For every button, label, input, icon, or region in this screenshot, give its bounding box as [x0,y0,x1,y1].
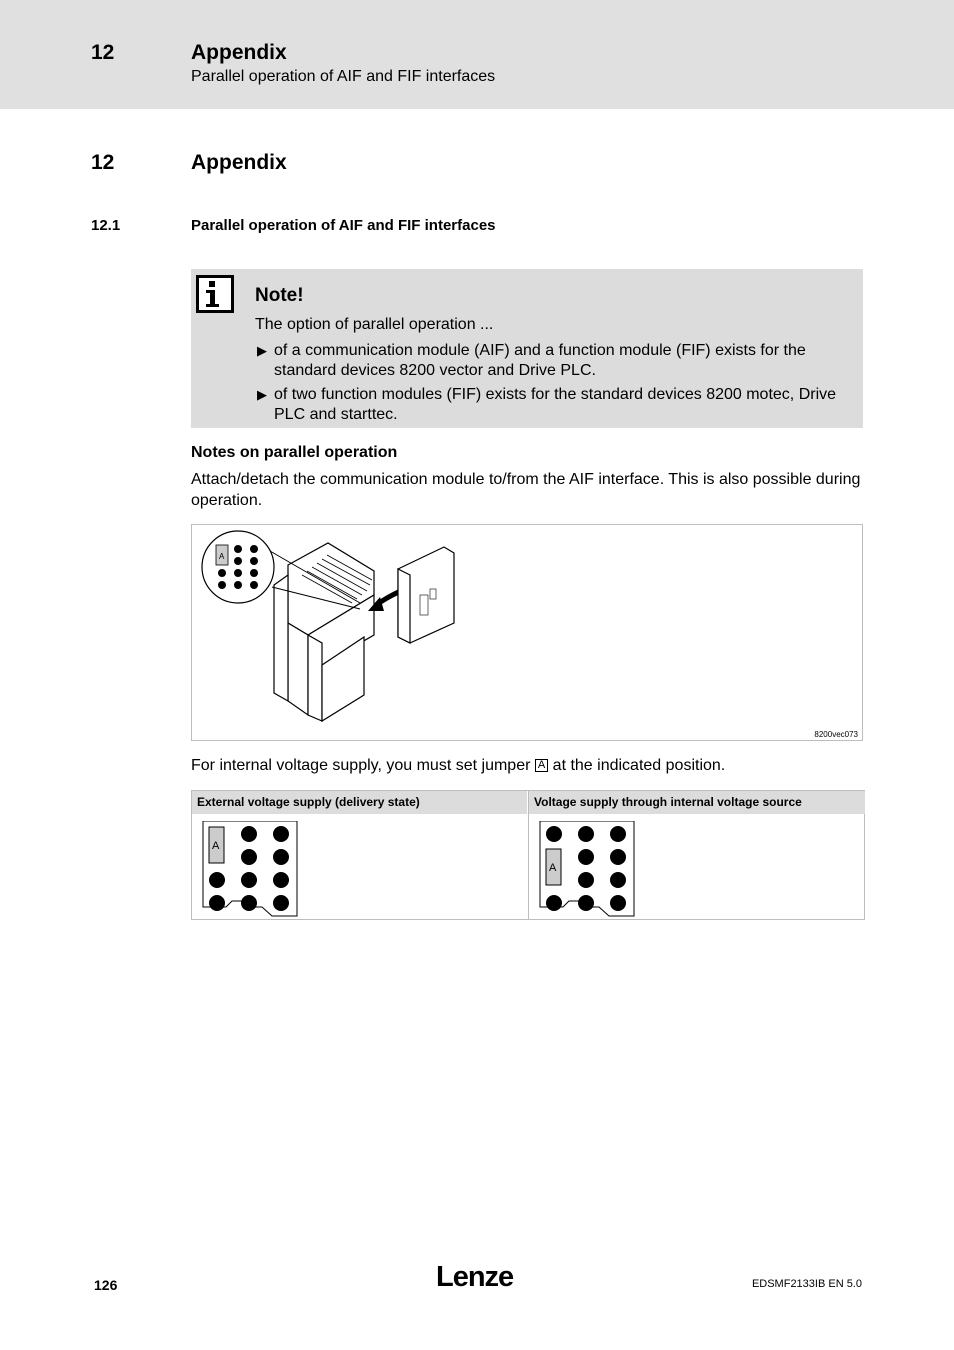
jumper-text-before: For internal voltage supply, you must set jumper [191,757,531,774]
section-number: 12 [91,151,115,174]
header-chapter-title: Appendix [191,41,287,64]
device-figure [191,524,863,741]
bullet-arrow-icon: ▶ [257,343,267,358]
note-bullet-text: of a communication module (AIF) and a function module (FIF) exists for the standard devices 8200 vector and Drive PLC. [274,342,806,379]
device-illustration [192,525,864,742]
jumper-column-header: Voltage supply through internal voltage source [529,791,865,814]
notes-body: Attach/detach the communication module to/from the AIF interface. This is also possible during operation. [191,471,861,509]
jumper-diagram-external [202,821,298,917]
jumper-text-after: at the indicated position. [552,757,726,774]
header-band [0,0,954,109]
subsection-title: Parallel operation of AIF and FIF interfaces [191,217,496,234]
page-number: 126 [94,1277,118,1293]
jumper-label: A [549,862,557,874]
note-list [255,341,855,429]
note-box [191,269,863,428]
device-body [274,543,374,721]
subsection-number: 12.1 [91,217,121,234]
document-id: EDSMF2133IB EN 5.0 [751,1278,862,1290]
jumper-diagram-internal [539,821,635,917]
figure-caption: 8200vec073 [814,730,858,739]
jumper-instruction [191,757,725,775]
header-subtitle: Parallel operation of AIF and FIF interfaces [191,68,496,85]
jumper-label: A [212,840,220,852]
jumper-column-internal [528,791,865,919]
note-intro: The option of parallel operation ... [255,316,494,333]
note-bullet [255,341,855,381]
jumper-label: A [219,552,225,561]
zoom-circle [202,531,274,603]
note-bullet [255,385,855,425]
note-bullet-text: of two function modules (FIF) exists for the standard devices 8200 motec, Drive PLC and starttec. [274,386,837,423]
jumper-marker: A [535,759,548,772]
bullet-arrow-icon: ▶ [257,387,267,402]
info-icon [196,275,234,313]
jumper-column-external [192,791,527,919]
section-title: Appendix [191,151,287,174]
jumper-table [191,790,865,920]
notes-heading: Notes on parallel operation [191,444,398,461]
note-title: Note! [255,285,304,306]
lenze-logo: Lenze [436,1261,514,1293]
header-chapter-number: 12 [91,41,115,64]
jumper-column-header: External voltage supply (delivery state) [192,791,527,814]
